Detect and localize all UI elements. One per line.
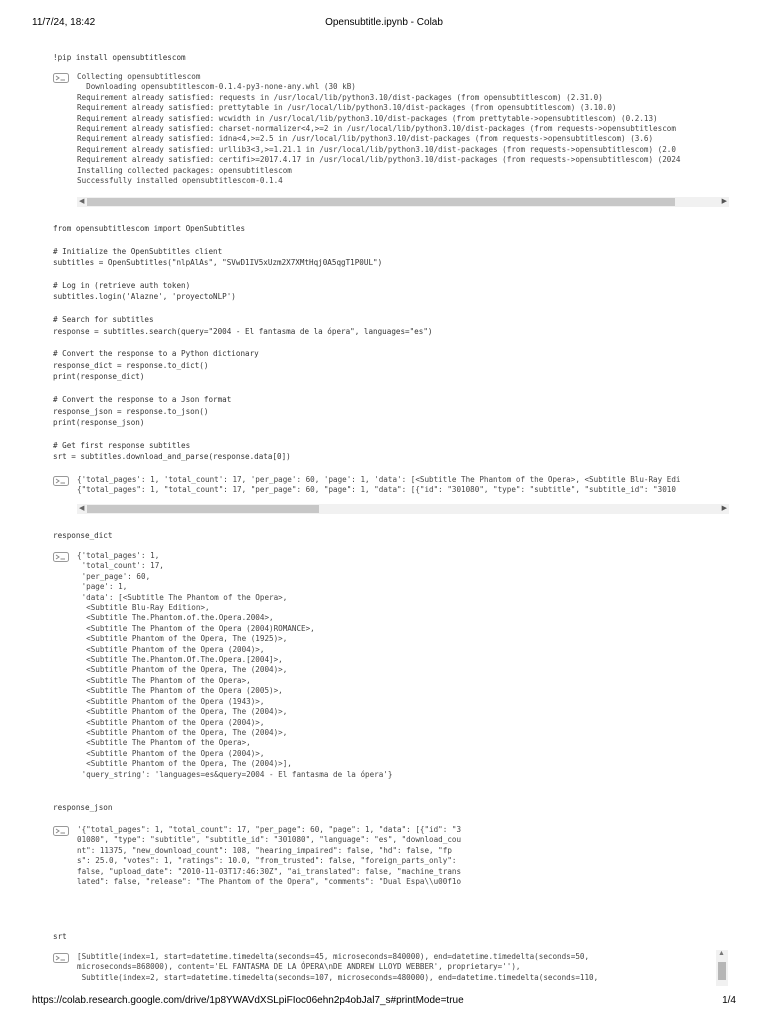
output-vertical-scrollbar[interactable]	[716, 950, 728, 986]
output-text: '{"total_pages": 1, "total_count": 17, "per_page": 60, "page": 1, "data": [{"id": "3 01080", "type": "subtitle", "subtitle_id": "301080", "language": "es", "download_cou nt": 11375, "new_download_count": 108, "hearing_impaired": false, "hd": false, "fp s": 25.0, "votes": 1, "ratings": 10.0, "from_trusted": false, "foreign_parts_only": false, "upload_date": "2010-11-03T17:46:30Z", "ai_translated": false, "machine_trans lated": false, "release": "The Phantom of the Opera", "comments": "Dual Espa\\u00f1o	[77, 825, 462, 887]
scrollbar-thumb[interactable]	[87, 505, 319, 513]
output-toggle-icon[interactable]	[53, 953, 69, 963]
output-text: {'total_pages': 1, 'total_count': 17, 'per_page': 60, 'page': 1, 'data': [<Subtitle The Phantom of the Opera>, <Subtitle Blu-Ray Edi {"total_pages": 1, "total_count": 17, "per_page": 60, "page": 1, "data": [{"id": "301080", "type": "subtitle", "subtitle_id": "3010	[77, 475, 681, 495]
output-toggle-icon[interactable]	[53, 476, 69, 486]
scroll-left-arrow-icon[interactable]: ◀	[79, 505, 85, 512]
output-response-dict	[53, 551, 729, 787]
output-opensubtitles	[53, 475, 729, 499]
scroll-right-arrow-icon[interactable]: ▶	[721, 198, 727, 205]
output-pip-install	[53, 72, 729, 192]
scroll-right-arrow-icon[interactable]: ▶	[721, 505, 727, 512]
output-text: Collecting opensubtitlescom Downloading opensubtitlescom-0.1.4-py3-none-any.whl (30 kB) Requirement already satisfied: requests in /usr/local/lib/python3.10/dist-packages (from opensubtitlescom) (2.31.0) Requirement already satisfied: prettytable in /usr/local/lib/python3.10/dist-packages (from opensubtitlescom) (3.10.0) Requirement already satisfied: wcwidth in /usr/local/lib/python3.10/dist-packages (from prettytable->opensubtitlescom) (0.2.13) Requirement already satisfied: charset-normalizer<4,>=2 in /usr/local/lib/python3.10/dist-packages (from requests->opensubtitlescom Requirement already satisfied: idna<4,>=2.5 in /usr/local/lib/python3.10/dist-packages (from requests->opensubtitlescom) (3.6) Requirement already satisfied: urllib3<3,>=1.21.1 in /usr/local/lib/python3.10/dist-packages (from requests->opensubtitlescom) (2.0 Requirement already satisfied: certifi>=2017.4.17 in /usr/local/lib/python3.10/dist-packages (from requests->opensubtitlescom) (2024 Installing collected packages: opensubtitlescom Successfully installed opensubtitlescom-0.1.4	[77, 72, 681, 186]
print-datetime: 11/7/24, 18:42	[32, 17, 96, 28]
scroll-up-arrow-icon[interactable]: ▲	[718, 950, 725, 957]
output-horizontal-scrollbar[interactable]	[77, 504, 729, 514]
output-response-json	[53, 825, 495, 891]
scrollbar-thumb[interactable]	[718, 962, 726, 980]
notebook-title: Opensubtitle.ipynb - Colab	[325, 17, 443, 28]
code-cell-opensubtitles[interactable]: from opensubtitlescom import OpenSubtitles # Initialize the OpenSubtitles client subtitles = OpenSubtitles("nlpAlAs", "SVwD1IV5xUzm2X7XMtHqj0A5qgT1P0UL") # Log in (retrieve auth token) subtitles.login('Alazne', 'proyectoNLP') # Search for subtitles response = subtitles.search(query="2004 - El fantasma de la ópera", languages="es") # Convert the response to a Python dictionary response_dict = response.to_dict() print(response_dict) # Convert the response to a Json format response_json = response.to_json() print(response_json) # Get first response subtitles srt = subtitles.download_and_parse(response.data[0])	[53, 224, 433, 462]
code-cell-srt[interactable]: srt	[53, 932, 67, 941]
output-text: {'total_pages': 1, 'total_count': 17, 'per_page': 60, 'page': 1, 'data': [<Subtitle The Phantom of the Opera>, <Subtitle Blu-Ray Edition>, <Subtitle The.Phantom.of.the.Opera.2004>, <Subtitle The Phantom of the Opera (2004)ROMANCE>, <Subtitle Phantom of the Opera, The (1925)>, <Subtitle Phantom of the Opera (2004)>, <Subtitle The.Phantom.Of.The.Opera.[2004]>, <Subtitle Phantom of the Opera, The (2004)>, <Subtitle The Phantom of the Opera>, <Subtitle The Phantom of the Opera (2005)>, <Subtitle Phantom of the Opera (1943)>, <Subtitle Phantom of the Opera, The (2004)>, <Subtitle Phantom of the Opera (2004)>, <Subtitle Phantom of the Opera, The (2004)>, <Subtitle The Phantom of the Opera>, <Subtitle Phantom of the Opera (2004)>, <Subtitle Phantom of the Opera, The (2004)>], 'query_string': 'languages=es&query=2004 - El fantasma de la ópera'}	[77, 551, 393, 779]
output-toggle-icon[interactable]	[53, 73, 69, 83]
output-srt	[53, 952, 713, 986]
page-number: 1/4	[722, 995, 736, 1006]
output-toggle-icon[interactable]	[53, 826, 69, 836]
output-toggle-icon[interactable]	[53, 552, 69, 562]
output-horizontal-scrollbar[interactable]	[77, 197, 729, 207]
code-cell-response-dict[interactable]: response_dict	[53, 531, 113, 540]
page-url[interactable]: https://colab.research.google.com/drive/1p8YWAVdXSLpiFIoc06ehn2p4obJal7_s#printMode=true	[32, 995, 464, 1006]
output-text: [Subtitle(index=1, start=datetime.timedelta(seconds=45, microseconds=840000), end=datetime.timedelta(seconds=50, microseconds=868000), content='EL FANTASMA DE LA ÓPERA\nDE ANDREW LLOYD WEBBER', proprietary=''), Subtitle(index=2, start=datetime.timedelta(seconds=107, microseconds=480000), end=datetime.timedelta(seconds=110,	[77, 952, 599, 982]
scroll-left-arrow-icon[interactable]: ◀	[79, 198, 85, 205]
code-cell-pip-install[interactable]: !pip install opensubtitlescom	[53, 53, 186, 62]
scrollbar-thumb[interactable]	[87, 198, 675, 206]
code-cell-response-json[interactable]: response_json	[53, 803, 113, 812]
print-header	[0, 17, 768, 31]
